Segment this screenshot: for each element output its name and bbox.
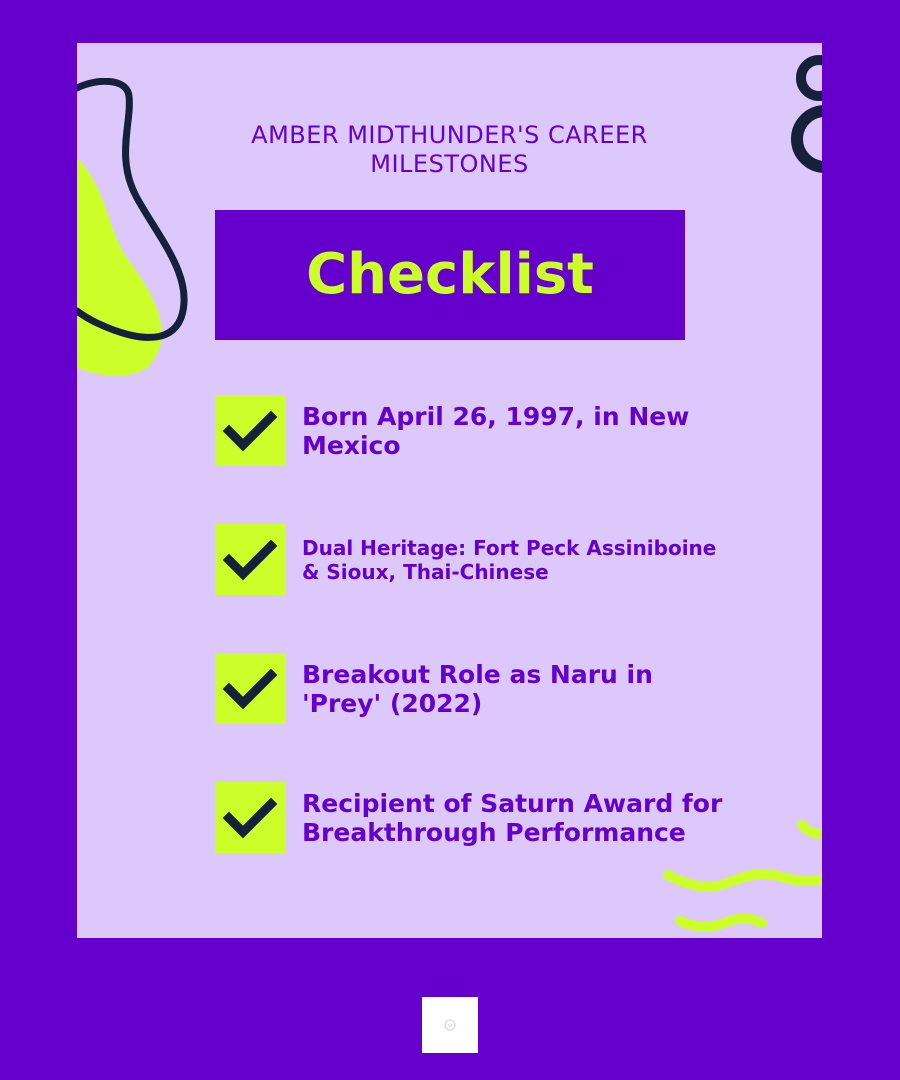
checklist-item — [215, 395, 715, 467]
checklist-item — [215, 653, 715, 725]
checkmark-icon — [215, 653, 286, 724]
checklist-item — [215, 524, 715, 596]
checkmark-icon — [215, 782, 286, 853]
checklist-item-label: Dual Heritage: Fort Peck Assiniboine & Sioux, Thai-Chinese — [302, 536, 717, 584]
checkmark-icon — [215, 395, 286, 466]
title-banner — [215, 210, 685, 340]
page-title: Checklist — [306, 242, 594, 307]
checklist-item-label: Born April 26, 1997, in New Mexico — [302, 402, 690, 460]
checkmark-icon — [215, 524, 286, 595]
logo-icon — [443, 1018, 457, 1032]
checklist-card — [77, 43, 822, 938]
checklist-item-label: Recipient of Saturn Award for Breakthrough Performance — [302, 789, 723, 847]
blob-decoration-left — [77, 78, 197, 378]
ring-decoration-right — [777, 51, 822, 181]
footer-badge[interactable] — [422, 997, 478, 1053]
checklist-item — [215, 782, 723, 854]
checklist-item-label: Breakout Role as Naru in 'Prey' (2022) — [302, 660, 653, 718]
page-subtitle: AMBER MIDTHUNDER'S CAREER MILESTONES — [251, 121, 648, 178]
